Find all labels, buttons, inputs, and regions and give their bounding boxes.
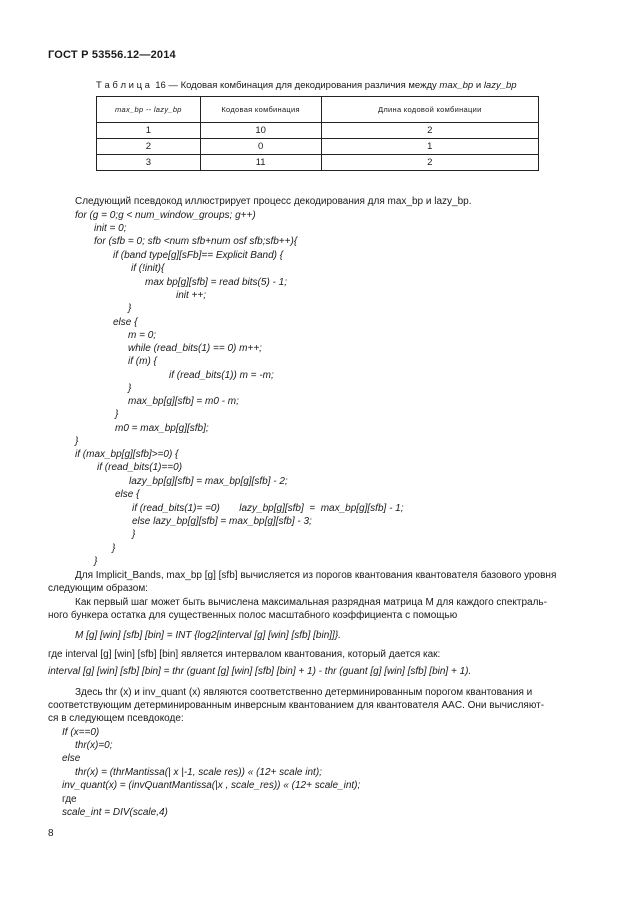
code-line: else lazy_bp[g][sfb] = max_bp[g][sfb] - 3; xyxy=(132,516,312,527)
formula-interval: interval [g] [win] [sfb] [bin] = thr (guant [g] [win] [sfb] [bin] + 1) - thr (guant [g] [win] [sfb] [bin] + 1). xyxy=(48,666,472,677)
table-cell: 11 xyxy=(200,155,321,171)
caption-prefix: Т а б л и ц а 16 — Кодовая комбинация для декодирования различия между xyxy=(96,80,440,91)
code-line: inv_quant(x) = (invQuantMantissa(|x , scale_res)) « (12+ scale_int); xyxy=(62,780,361,791)
table-row xyxy=(97,155,539,171)
code-line: If (x==0) xyxy=(62,727,100,738)
code-line: else { xyxy=(115,489,140,500)
code-line: } xyxy=(94,556,98,567)
table-cell: 2 xyxy=(97,139,201,155)
code-line: init = 0; xyxy=(94,223,127,234)
table-row xyxy=(97,139,539,155)
code-line: max bp[g][sfb] = read bits(5) - 1; xyxy=(145,277,288,288)
table-cell: 2 xyxy=(321,155,538,171)
code-line: } xyxy=(75,436,79,447)
code-line: if (read_bits(1)= =0) lazy_bp[g][sfb] = max_bp[g][sfb] - 1; xyxy=(132,503,404,514)
code-line: } xyxy=(132,529,136,540)
table-cell: 1 xyxy=(321,139,538,155)
column-header: Длина кодовой комбинации xyxy=(321,97,538,123)
code-line: if (m) { xyxy=(128,356,157,367)
code-line: for (sfb = 0; sfb <num sfb+num osf sfb;sfb++){ xyxy=(94,236,298,247)
code-line: else { xyxy=(113,317,138,328)
code-line: m0 = max_bp[g][sfb]; xyxy=(115,423,209,434)
caption-var-lazy-bp: lazy_bp xyxy=(483,80,517,91)
paragraph-line: соответствующим детерминированным инверсным квантованием для квантователя AAC. Они вычисляют- xyxy=(48,700,545,711)
code-line: } xyxy=(115,409,119,420)
intro-paragraph: Следующий псевдокод иллюстрирует процесс декодирования для max_bp и lazy_bp. xyxy=(75,196,472,207)
column-header: max_bp -- lazy_bp xyxy=(97,97,201,123)
code-table xyxy=(96,96,539,171)
code-line: } xyxy=(128,303,132,314)
paragraph-line: Для Implicit_Bands, max_bp [g] [sfb] вычисляется из порогов квантования квантователя базового уровня xyxy=(75,570,557,581)
paragraph-line: Как первый шаг может быть вычислена максимальная разрядная матрица M для каждого спектраль- xyxy=(75,597,547,608)
code-line: thr(x) = (thrMantissa(| x |-1, scale res)) « (12+ scale int); xyxy=(75,767,322,778)
table-row xyxy=(97,123,539,139)
document-header: ГОСТ Р 53556.12—2014 xyxy=(48,49,176,61)
paragraph-line: где interval [g] [win] [sfb] [bin] является интервалом квантования, который дается как: xyxy=(48,649,441,660)
table-header-row xyxy=(97,97,539,123)
paragraph-line: Здесь thr (x) и inv_quant (x) являются соответственно детерминированным порогом квантования и xyxy=(75,687,533,698)
code-line: else xyxy=(62,753,81,764)
table-caption xyxy=(96,80,517,92)
code-line: где xyxy=(62,794,77,805)
formula-m: M [g] [win] [sfb] [bin] = INT {log2[interval [g] [win] [sfb] [bin]]}. xyxy=(75,630,341,641)
paragraph-line: следующим образом: xyxy=(48,583,148,594)
code-line: while (read_bits(1) == 0) m++; xyxy=(128,343,262,354)
code-line: } xyxy=(128,383,132,394)
code-line: if (read_bits(1)) m = -m; xyxy=(169,370,274,381)
code-line: if (band type[g][sFb]== Explicit Band) { xyxy=(113,250,284,261)
table-cell: 2 xyxy=(321,123,538,139)
column-header: Кодовая комбинация xyxy=(200,97,321,123)
paragraph-line: ного бункера остатка для существенных полос масштабного коэффициента с помощью xyxy=(48,610,458,621)
code-line: } xyxy=(112,543,116,554)
table-cell: 1 xyxy=(97,123,201,139)
code-line: for (g = 0;g < num_window_groups; g++) xyxy=(75,210,256,221)
code-line: scale_int = DIV(scale,4) xyxy=(62,807,168,818)
code-line: lazy_bp[g][sfb] = max_bp[g][sfb] - 2; xyxy=(129,476,288,487)
code-line: thr(x)=0; xyxy=(75,740,113,751)
caption-var-max-bp: max_bp xyxy=(439,80,474,91)
table-cell: 10 xyxy=(200,123,321,139)
code-line: max_bp[g][sfb] = m0 - m; xyxy=(128,396,239,407)
code-line: init ++; xyxy=(176,290,207,301)
page-number: 8 xyxy=(48,828,54,839)
table-cell: 3 xyxy=(97,155,201,171)
caption-and: и xyxy=(473,80,484,91)
code-line: m = 0; xyxy=(128,330,157,341)
code-line: if (!init){ xyxy=(131,263,165,274)
paragraph-line: ся в следующем псевдокоде: xyxy=(48,713,184,724)
code-line: if (read_bits(1)==0) xyxy=(97,462,183,473)
table-cell: 0 xyxy=(200,139,321,155)
code-line: if (max_bp[g][sfb]>=0) { xyxy=(75,449,179,460)
